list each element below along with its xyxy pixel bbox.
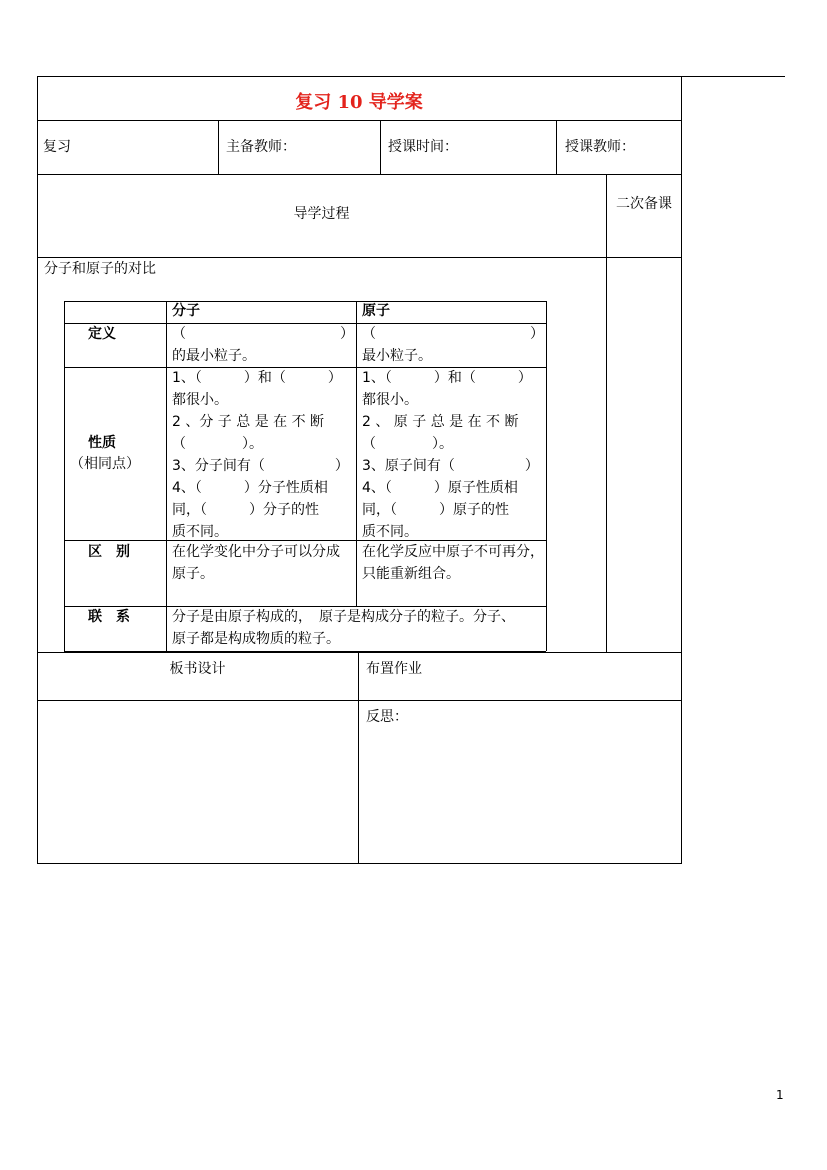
inner-top bbox=[64, 301, 546, 302]
board-design-label: 板书设计 bbox=[169, 661, 226, 677]
row-label-relation: 联 系 bbox=[88, 609, 130, 625]
lead-teacher-label: 主备教师： bbox=[226, 139, 296, 155]
definition-atom-line: （ ） bbox=[362, 326, 544, 342]
properties-molecule-line: 同，（ ）分子的性 bbox=[172, 502, 319, 518]
properties-molecule-line: 4、（ ）分子性质相 bbox=[172, 480, 328, 496]
properties-atom-line: 3、原子间有（ ） bbox=[362, 458, 539, 474]
properties-atom bbox=[362, 367, 539, 543]
properties-molecule-line: 1、（ ）和（ ） bbox=[172, 370, 342, 386]
row-label-difference: 区 别 bbox=[88, 544, 130, 560]
bottom-col-divider bbox=[358, 652, 359, 863]
inner-bottom bbox=[64, 651, 546, 652]
inner-right bbox=[546, 301, 547, 651]
definition-atom bbox=[362, 323, 544, 367]
row-label-properties: 性质 bbox=[88, 435, 116, 451]
inner-left bbox=[64, 301, 65, 651]
second-prep-divider bbox=[606, 174, 607, 652]
properties-atom-line: 质不同。 bbox=[362, 524, 418, 540]
definition-molecule-line: 的最小粒子。 bbox=[172, 348, 256, 364]
properties-atom-line: （ ）。 bbox=[362, 436, 453, 452]
definition-molecule bbox=[172, 323, 354, 367]
properties-molecule-line: 3、分子间有（ ） bbox=[172, 458, 349, 474]
difference-atom bbox=[362, 541, 544, 585]
title-divider bbox=[37, 120, 682, 121]
properties-molecule-line: 质不同。 bbox=[172, 524, 228, 540]
reflection-label: 反思： bbox=[366, 709, 408, 725]
properties-atom-line: 2 、 原 子 总 是 在 不 断 bbox=[362, 414, 519, 430]
teacher-label: 授课教师： bbox=[565, 139, 635, 155]
properties-molecule-line: （ ）。 bbox=[172, 436, 263, 452]
properties-molecule-line: 都很小。 bbox=[172, 392, 228, 408]
difference-atom-line: 只能重新组合。 bbox=[362, 566, 460, 582]
properties-atom-line: 同，（ ）原子的性 bbox=[362, 502, 509, 518]
inner-col-2 bbox=[356, 301, 357, 606]
frame-bottom bbox=[37, 863, 682, 864]
page-number: 1 bbox=[776, 1088, 784, 1102]
frame-right bbox=[681, 76, 682, 863]
page-title: 复习 10 导学案 bbox=[295, 92, 423, 113]
second-prep-label: 二次备课 bbox=[616, 196, 672, 212]
difference-molecule-line: 原子。 bbox=[172, 566, 214, 582]
relation-text bbox=[172, 606, 515, 650]
class-time-label: 授课时间： bbox=[388, 139, 458, 155]
definition-molecule-line: （ ） bbox=[172, 326, 354, 342]
header-col-1 bbox=[218, 120, 219, 174]
row-sublabel-properties: （相同点） bbox=[70, 456, 140, 472]
difference-molecule-line: 在化学变化中分子可以分成 bbox=[172, 544, 340, 560]
header-col-2 bbox=[380, 120, 381, 174]
properties-atom-line: 4、（ ）原子性质相 bbox=[362, 480, 518, 496]
main-content-divider bbox=[37, 652, 682, 653]
homework-label: 布置作业 bbox=[366, 661, 422, 677]
difference-molecule bbox=[172, 541, 340, 585]
process-header: 导学过程 bbox=[293, 206, 350, 222]
properties-molecule bbox=[172, 367, 349, 543]
board-divider bbox=[37, 700, 682, 701]
relation-line: 原子都是构成物质的粒子。 bbox=[172, 631, 340, 647]
header-col-3 bbox=[556, 120, 557, 174]
row-label-definition: 定义 bbox=[88, 326, 116, 342]
section-title: 分子和原子的对比 bbox=[44, 261, 156, 277]
properties-atom-line: 1、（ ）和（ ） bbox=[362, 370, 532, 386]
properties-molecule-line: 2 、分 子 总 是 在 不 断 bbox=[172, 414, 325, 430]
header-row-divider bbox=[37, 174, 682, 175]
col-header-atom: 原子 bbox=[362, 303, 390, 319]
inner-col-1 bbox=[166, 301, 167, 651]
col-header-molecule: 分子 bbox=[172, 303, 200, 319]
properties-atom-line: 都很小。 bbox=[362, 392, 418, 408]
relation-line: 分子是由原子构成的， 原子是构成分子的粒子。分子、 bbox=[172, 609, 515, 625]
top-rule bbox=[37, 76, 785, 77]
definition-atom-line: 最小粒子。 bbox=[362, 348, 432, 364]
subject-label: 复习 bbox=[43, 139, 71, 155]
frame-left bbox=[37, 76, 38, 863]
difference-atom-line: 在化学反应中原子不可再分， bbox=[362, 544, 544, 560]
